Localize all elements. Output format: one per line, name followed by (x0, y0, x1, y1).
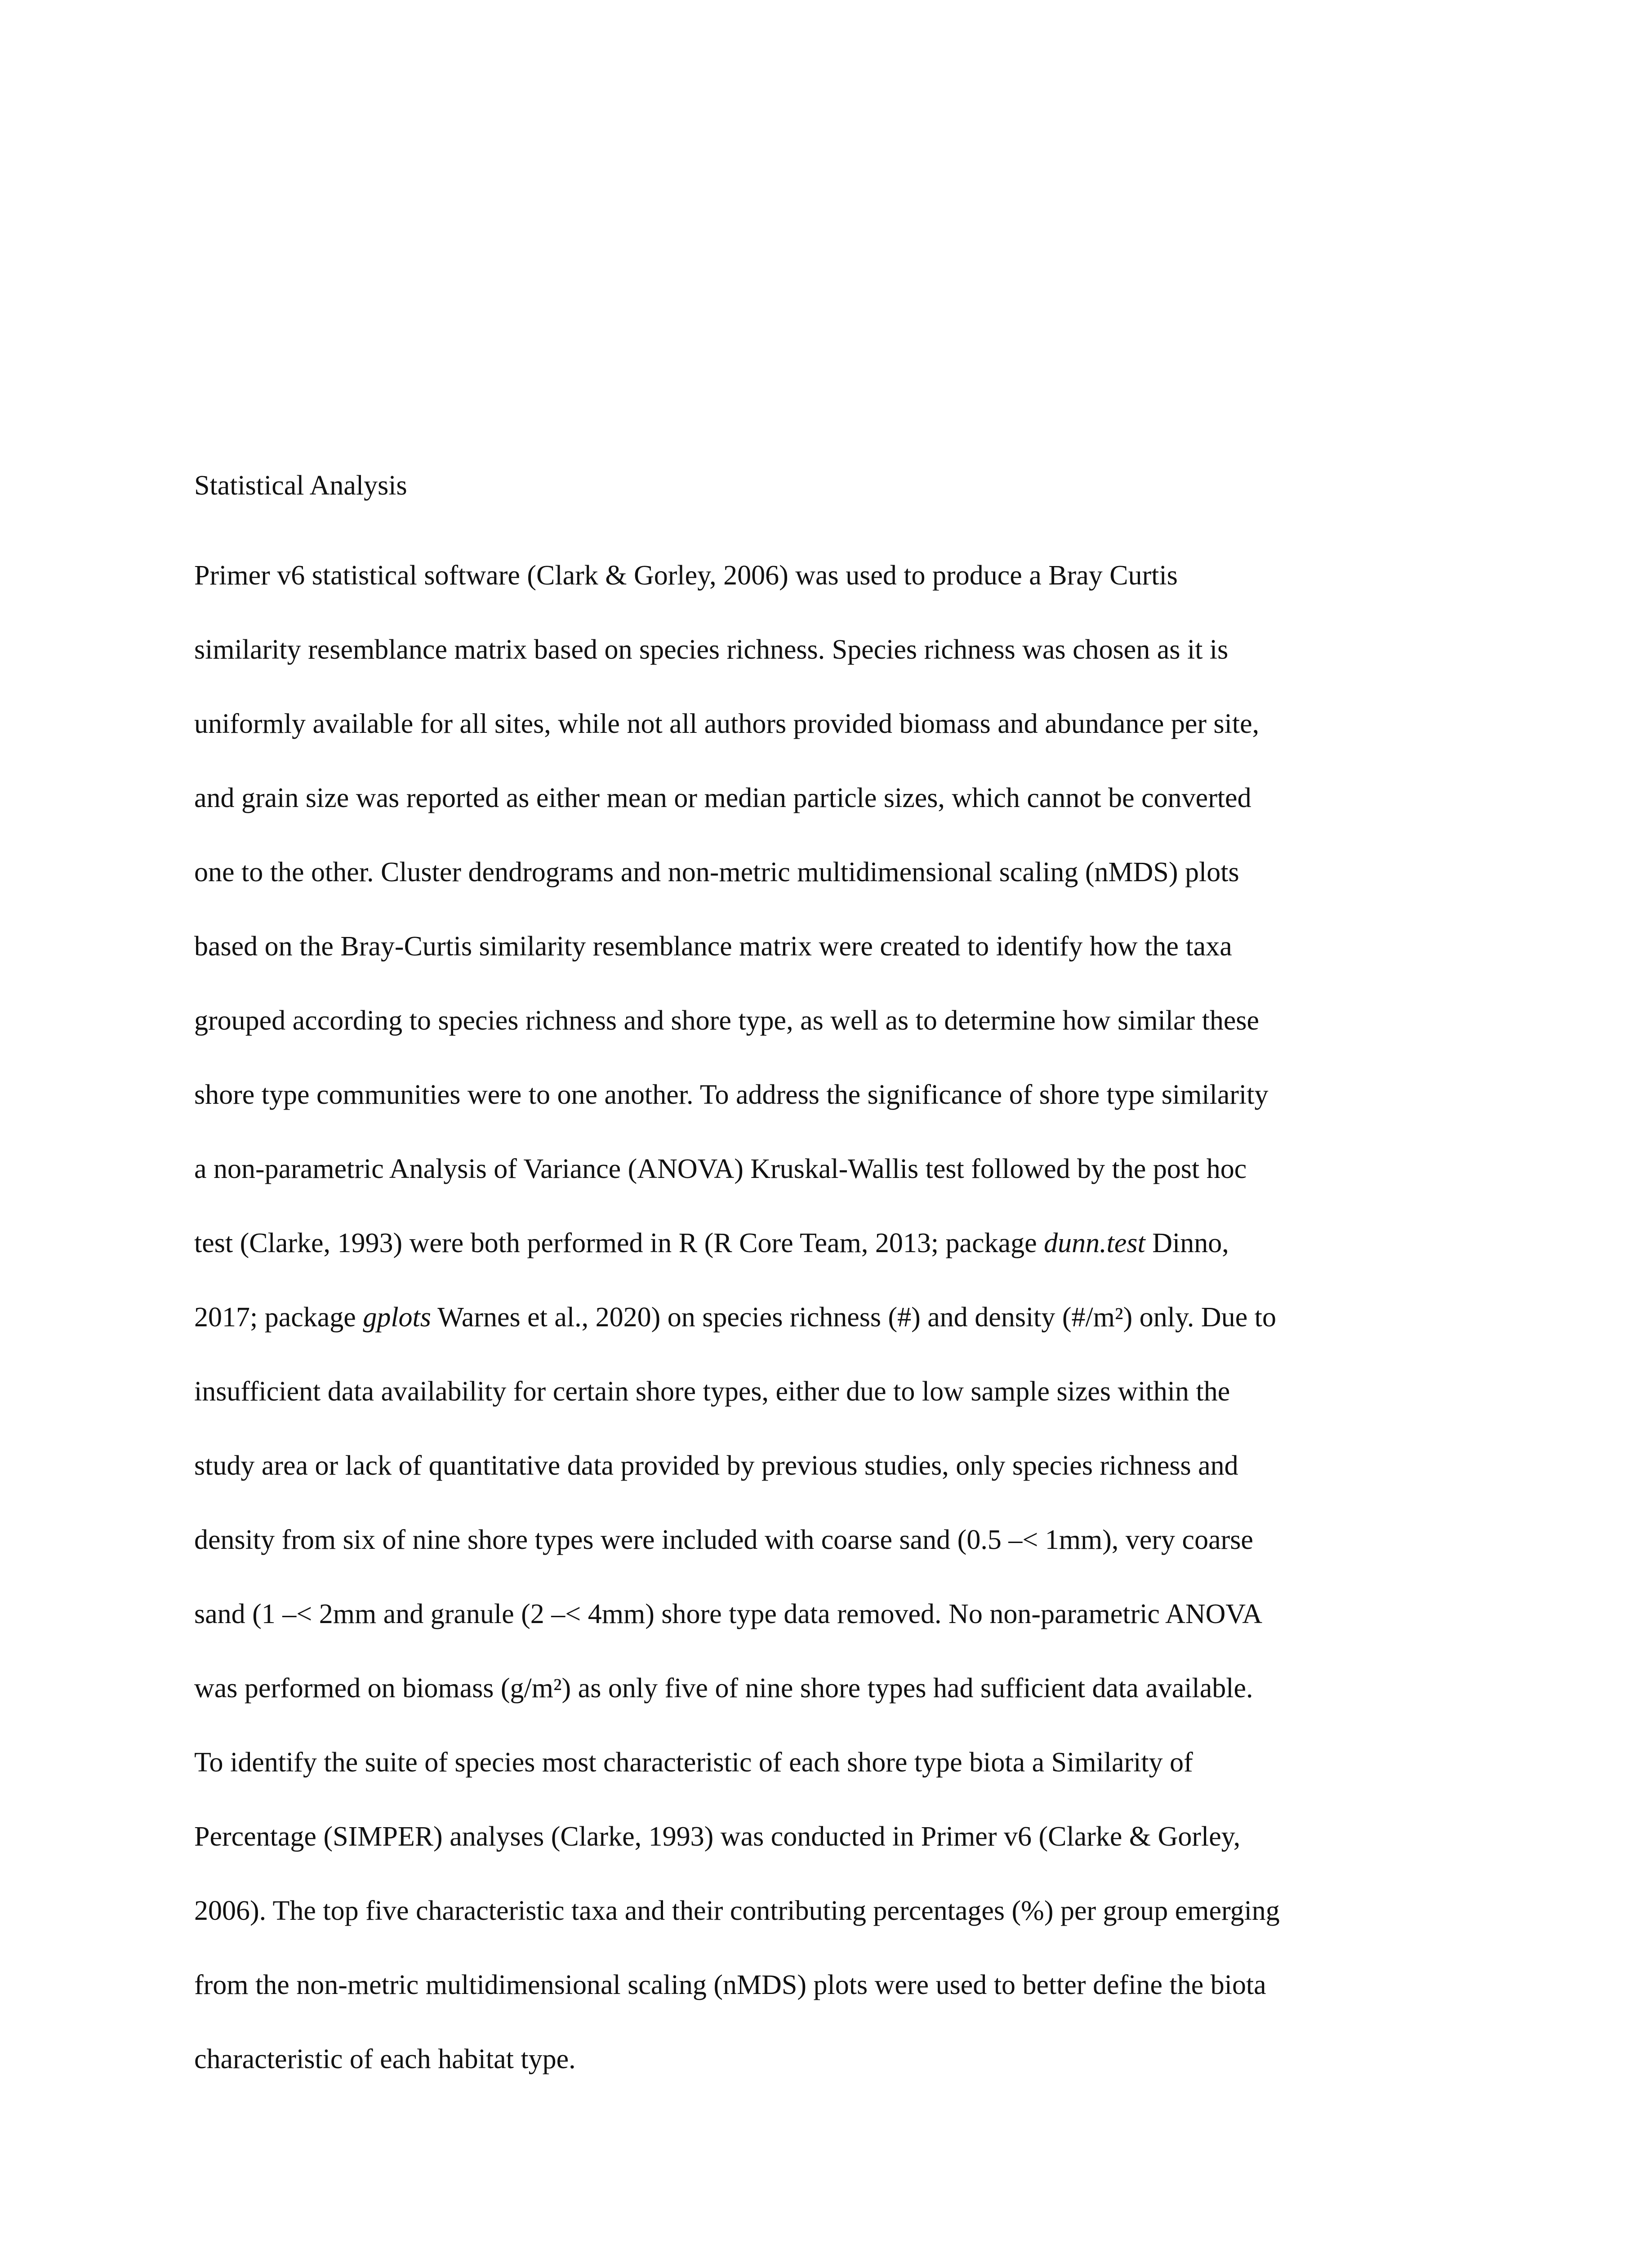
section-heading: Statistical Analysis (194, 470, 407, 501)
text-run: density from six of nine shore types were included with coarse sand (0.5 –< 1mm), very coarse (194, 1525, 1253, 1555)
text-line (194, 2041, 1453, 2115)
text-line (194, 1819, 1453, 1893)
text-line (194, 780, 1453, 854)
text-line (194, 1448, 1453, 1522)
text-run: test (Clarke, 1993) were both performed in R (R Core Team, 2013; package (194, 1228, 1044, 1258)
text-run: and grain size was reported as either mean or median particle sizes, which cannot be converted (194, 783, 1251, 813)
text-run: To identify the suite of species most characteristic of each shore type biota a Similarity of (194, 1747, 1193, 1778)
text-run: 2006). The top five characteristic taxa and their contributing percentages (%) per group emerging (194, 1896, 1280, 1926)
text-line (194, 854, 1453, 928)
package-name-italic: dunn.test (1044, 1228, 1145, 1258)
text-line (194, 1670, 1453, 1744)
text-run: Percentage (SIMPER) analyses (Clarke, 1993) was conducted in Primer v6 (Clarke & Gorley, (194, 1821, 1241, 1852)
text-run: Dinno, (1145, 1228, 1229, 1258)
text-line (194, 1225, 1453, 1299)
package-name-italic: gplots (363, 1302, 431, 1333)
text-run: uniformly available for all sites, while not all authors provided biomass and abundance per site, (194, 709, 1260, 739)
text-line (194, 1151, 1453, 1225)
text-line (194, 1744, 1453, 1819)
text-run: grouped according to species richness and shore type, as well as to determine how similar these (194, 1005, 1260, 1036)
text-run: one to the other. Cluster dendrograms and non-metric multidimensional scaling (nMDS) plots (194, 857, 1239, 888)
text-run: 2017; package (194, 1302, 363, 1333)
text-line (194, 1003, 1453, 1077)
text-run: characteristic of each habitat type. (194, 2044, 576, 2074)
text-run: sand (1 –< 2mm and granule (2 –< 4mm) shore type data removed. No non-parametric ANOVA (194, 1599, 1262, 1629)
text-run: from the non-metric multidimensional scaling (nMDS) plots were used to better define the biota (194, 1970, 1266, 2000)
text-line (194, 558, 1453, 632)
text-run: based on the Bray-Curtis similarity resemblance matrix were created to identify how the taxa (194, 931, 1232, 962)
body-paragraph (194, 558, 1453, 2115)
text-line (194, 1893, 1453, 1967)
text-line (194, 1596, 1453, 1670)
text-line (194, 1077, 1453, 1151)
text-run: Primer v6 statistical software (Clark & Gorley, 2006) was used to produce a Bray Curtis (194, 560, 1178, 591)
text-line (194, 632, 1453, 706)
text-line (194, 928, 1453, 1003)
text-run: insufficient data availability for certain shore types, either due to low sample sizes within the (194, 1376, 1230, 1407)
text-run: similarity resemblance matrix based on species richness. Species richness was chosen as it is (194, 634, 1229, 665)
text-line (194, 706, 1453, 780)
text-run: study area or lack of quantitative data provided by previous studies, only species richness and (194, 1450, 1238, 1481)
text-line (194, 1967, 1453, 2041)
text-run: was performed on biomass (g/m²) as only five of nine shore types had sufficient data available. (194, 1673, 1253, 1704)
text-run: shore type communities were to one another. To address the significance of shore type similarity (194, 1079, 1269, 1110)
text-line (194, 1374, 1453, 1448)
text-run: Warnes et al., 2020) on species richness (#) and density (#/m²) only. Due to (431, 1302, 1276, 1333)
text-line (194, 1299, 1453, 1374)
text-run: a non-parametric Analysis of Variance (ANOVA) Kruskal-Wallis test followed by the post hoc (194, 1154, 1247, 1184)
text-line (194, 1522, 1453, 1596)
